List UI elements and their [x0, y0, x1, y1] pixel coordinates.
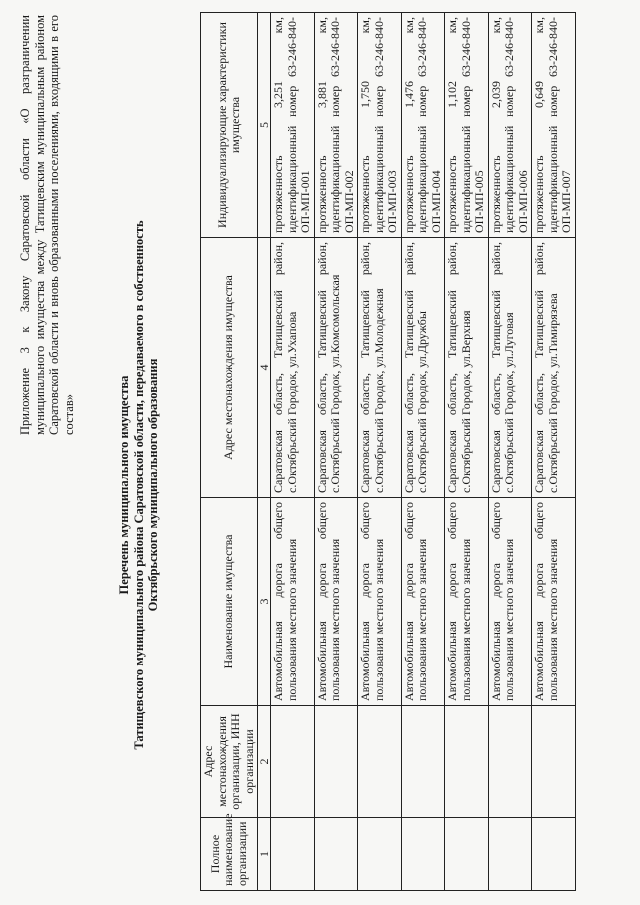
- property-table: [200, 12, 576, 891]
- cell-org-address: [358, 706, 402, 818]
- column-number: 4: [258, 238, 271, 498]
- table-row: [532, 13, 576, 891]
- heading-line-2: Татищевского муниципального района Саратовской области, передаваемого в собственность: [131, 220, 146, 750]
- cell-org-name: [314, 818, 358, 891]
- column-number: 2: [258, 706, 271, 818]
- column-number: 1: [258, 818, 271, 891]
- header-characteristics: Индивидуализирующие характеристики имущества: [201, 13, 258, 238]
- cell-property-name: Автомобильная дорога общего пользования местного значения: [314, 498, 358, 706]
- cell-characteristics: протяженность 3,881 км, идентификационный номер 63-246-840-ОП-МП-002: [314, 13, 358, 238]
- cell-property-name: Автомобильная дорога общего пользования местного значения: [401, 498, 445, 706]
- heading-line-3: Октябрьского муниципального образования: [146, 358, 160, 612]
- cell-characteristics: протяженность 1,102 км, идентификационный номер 63-246-840-ОП-МП-005: [445, 13, 489, 238]
- cell-org-name: [488, 818, 532, 891]
- cell-org-address: [488, 706, 532, 818]
- table-row: [401, 13, 445, 891]
- header-property-name: Наименование имущества: [201, 498, 258, 706]
- cell-characteristics: протяженность 1,750 км, идентификационный номер 63-246-840-ОП-МП-003: [358, 13, 402, 238]
- column-number: 3: [258, 498, 271, 706]
- cell-property-address: Саратовская область, Татищевский район, с.Октябрьский Городок, ул.Дружбы: [401, 238, 445, 498]
- cell-property-address: Саратовская область, Татищевский район, с.Октябрьский Городок, ул.Тимирязева: [532, 238, 576, 498]
- column-number: 5: [258, 13, 271, 238]
- cell-characteristics: протяженность 0,649 км, идентификационный номер 63-246-840-ОП-МП-007: [532, 13, 576, 238]
- heading-line-1: Перечень муниципального имущества: [117, 375, 131, 595]
- cell-property-address: Саратовская область, Татищевский район, с.Октябрьский Городок, ул.Комсомольская: [314, 238, 358, 498]
- table-row: [445, 13, 489, 891]
- cell-characteristics: протяженность 2,039 км, идентификационный номер 63-246-840-ОП-МП-006: [488, 13, 532, 238]
- header-org-address: Адрес местонахождения организации, ИНН организации: [201, 706, 258, 818]
- cell-org-name: [271, 818, 315, 891]
- table-header-row: [201, 13, 258, 891]
- document-heading: [117, 185, 161, 785]
- table-row: [271, 13, 315, 891]
- cell-characteristics: протяженность 1,476 км, идентификационный номер 63-246-840-ОП-МП-004: [401, 13, 445, 238]
- cell-org-address: [271, 706, 315, 818]
- cell-property-address: Саратовская область, Татищевский район, с.Октябрьский Городок, ул.Верхняя: [445, 238, 489, 498]
- cell-org-name: [445, 818, 489, 891]
- cell-org-address: [445, 706, 489, 818]
- cell-property-name: Автомобильная дорога общего пользования местного значения: [445, 498, 489, 706]
- header-org-name: Полное наименование организации: [201, 818, 258, 891]
- cell-property-name: Автомобильная дорога общего пользования местного значения: [488, 498, 532, 706]
- cell-org-name: [358, 818, 402, 891]
- cell-property-address: Саратовская область, Татищевский район, с.Октябрьский Городок, ул.Луговая: [488, 238, 532, 498]
- cell-property-name: Автомобильная дорога общего пользования местного значения: [532, 498, 576, 706]
- cell-property-address: Саратовская область, Татищевский район, с.Октябрьский Городок, ул.Ухапова: [271, 238, 315, 498]
- cell-org-name: [401, 818, 445, 891]
- cell-org-address: [401, 706, 445, 818]
- cell-org-address: [532, 706, 576, 818]
- table-row: [488, 13, 532, 891]
- cell-characteristics: протяженность 3,251 км, идентификационный номер 63-246-840-ОП-МП-001: [271, 13, 315, 238]
- header-property-address: Адрес местонахождения имущества: [201, 238, 258, 498]
- appendix-note: Приложение 3 к Закону Саратовской области «О разграничении муниципального имущества между Татищевским муниципальным районом Саратовской области и вновь образованными поселениями, входящими в его состав»: [18, 15, 76, 435]
- cell-property-address: Саратовская область, Татищевский район, с.Октябрьский Городок, ул.Молодежная: [358, 238, 402, 498]
- cell-property-name: Автомобильная дорога общего пользования местного значения: [358, 498, 402, 706]
- column-number-row: [258, 13, 271, 891]
- table-row: [314, 13, 358, 891]
- cell-org-name: [532, 818, 576, 891]
- table-row: [358, 13, 402, 891]
- cell-property-name: Автомобильная дорога общего пользования местного значения: [271, 498, 315, 706]
- cell-org-address: [314, 706, 358, 818]
